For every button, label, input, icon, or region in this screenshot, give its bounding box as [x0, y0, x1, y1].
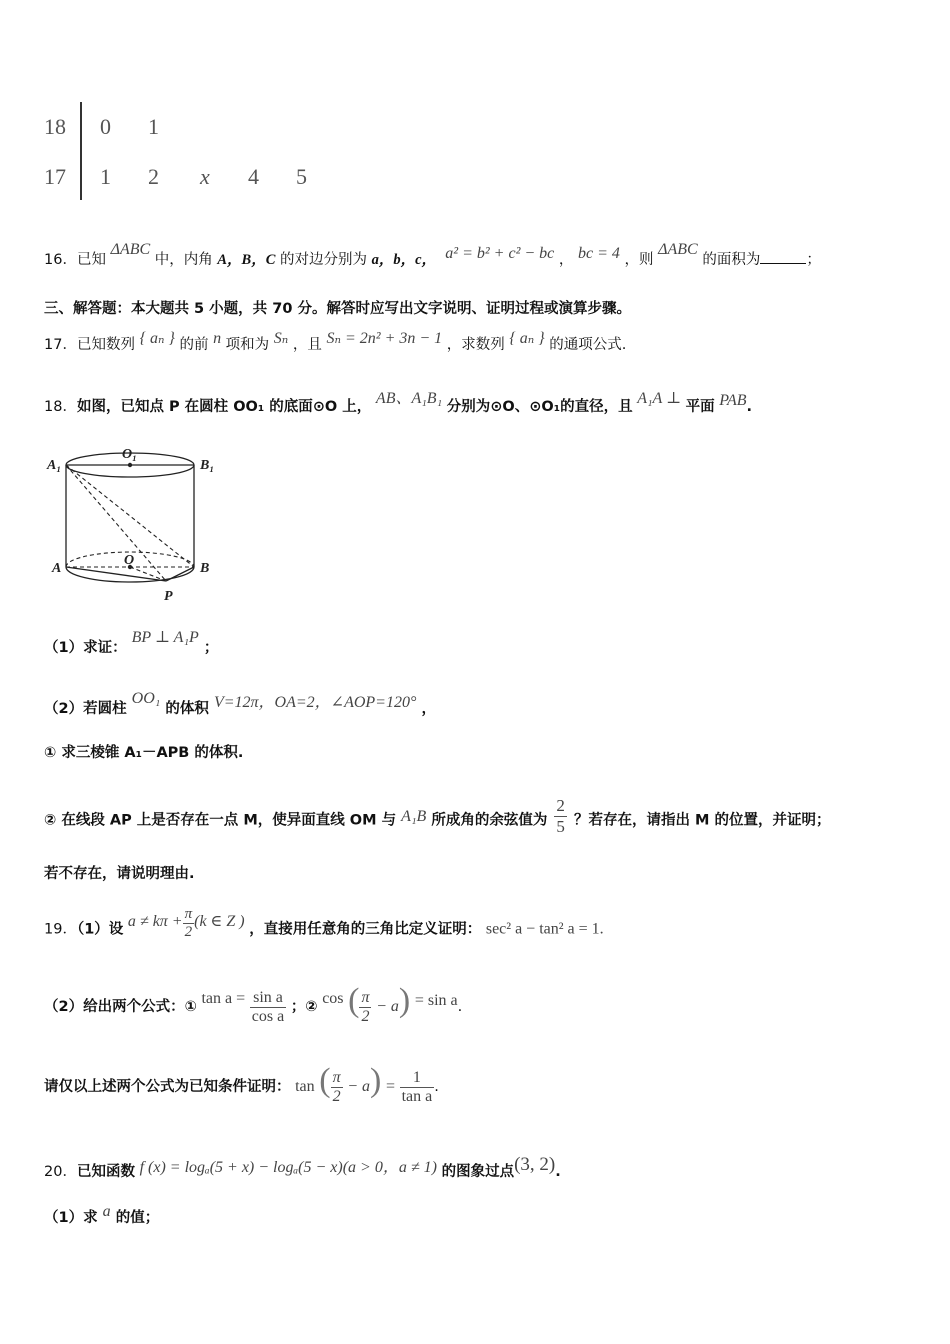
fraction-sin-over-cos: $\frac{\text{sin a}}{\text{cos a}}$: [251, 988, 285, 1025]
leaf: 2: [148, 164, 159, 189]
label-p: P: [164, 589, 173, 604]
label-o1: O₁: [122, 447, 137, 462]
question-17: 17．已知数列 { aₙ } 的前 n 项和为 Sₙ ，且 Sₙ = 2n² + 3n − 1 ，求数列 { aₙ } 的通项公式.: [44, 330, 627, 353]
fraction-pi-over-2: $\frac{\pi}{2}$: [332, 1068, 341, 1105]
segment-a1b: [66, 465, 194, 567]
question-18: 18．如图，已知点 P 在圆柱 OO₁ 的底面⊙O 上， AB、A₁B₁ 分别为⊙O、⊙O₁的直径，且 A₁A ⊥ 平面 PAB.: [44, 390, 753, 415]
question-20: 20．已知函数 f (x) = logₐ(5 + x) − logₐ(5 − x)(a > 0，a ≠ 1) 的图象过点(3, 2).: [44, 1154, 561, 1180]
fraction-pi-over-2: $\frac{\pi}{2}$: [184, 906, 193, 940]
leaf: 0: [100, 114, 111, 139]
label-a1: A₁: [47, 458, 62, 473]
point-o1: [128, 463, 132, 467]
question-16: 16．已知 ΔABC 中，内角 A，B，C 的对边分别为 a，b，c， a² = b² + c² − bc ， bc = 4 ，则 ΔABC 的面积为 ；: [44, 241, 821, 268]
segment-bp: [166, 567, 194, 581]
label-b1: B₁: [200, 458, 215, 473]
fraction-pi-over-2: $\frac{\pi}{2}$: [361, 988, 370, 1025]
cylinder-figure: [44, 440, 234, 610]
leaf: 5: [296, 164, 307, 189]
q18-part2: （2）若圆柱 OO₁ 的体积 V=12π，OA=2，∠AOP=120° ，: [44, 690, 436, 717]
fraction-one-over-tan: $\frac{1}{\text{tan a}}$: [401, 1068, 433, 1105]
segment-a1p: [66, 465, 166, 581]
question-19-part3: 请仅以上述两个公式为已知条件证明： tan ( $\frac{\pi}{2}$ − a) = $\frac{1}{\text{tan a}}$ .: [44, 1062, 439, 1105]
q18-part1: （1）求证： BP ⊥ A₁P ；: [44, 629, 219, 656]
label-o: O: [124, 553, 135, 568]
section-heading: 三、解答题：本大题共 5 小题，共 70 分。解答时应写出文字说明、证明过程或演算步骤。: [44, 301, 631, 317]
q18-sub2-cont: 若不存在，请说明理由.: [44, 866, 195, 882]
stem-18: 18: [44, 114, 66, 139]
leaf: 1: [148, 114, 159, 139]
label-b: B: [200, 561, 210, 576]
question-20-part1: （1）求 a 的值；: [44, 1203, 160, 1226]
stem-17: 17: [44, 164, 66, 189]
segment-ap: [66, 567, 166, 581]
q18-sub1: ① 求三棱锥 A₁－APB 的体积.: [44, 745, 244, 761]
label-a: A: [52, 561, 62, 576]
fraction-two-fifths: $\frac{2}{5}$: [556, 796, 565, 836]
leaf: 1: [100, 164, 111, 189]
leaf: x: [200, 164, 210, 189]
stem-divider: [80, 102, 82, 200]
question-19-part1: 19．（1）设 a ≠ kπ + $\frac{\pi}{2}$ (k ∈ Z ) ，直接用任意角的三角比定义证明： sec² a − tan² a = 1.: [44, 906, 604, 940]
answer-blank: [760, 251, 806, 264]
q18-sub2: ② 在线段 AP 上是否存在一点 M，使异面直线 OM 与 A₁B 所成角的余弦值为 $\frac{2}{5}$ ？若存在，请指出 M 的位置，并证明；: [44, 796, 831, 836]
question-19-part2: （2）给出两个公式：① tan a = $\frac{\text{sin a}}{\text{cos a}}$ ；② cos ( $\frac{\pi}{2}$ − a) = sin a.: [44, 982, 463, 1025]
leaf: 4: [248, 164, 259, 189]
